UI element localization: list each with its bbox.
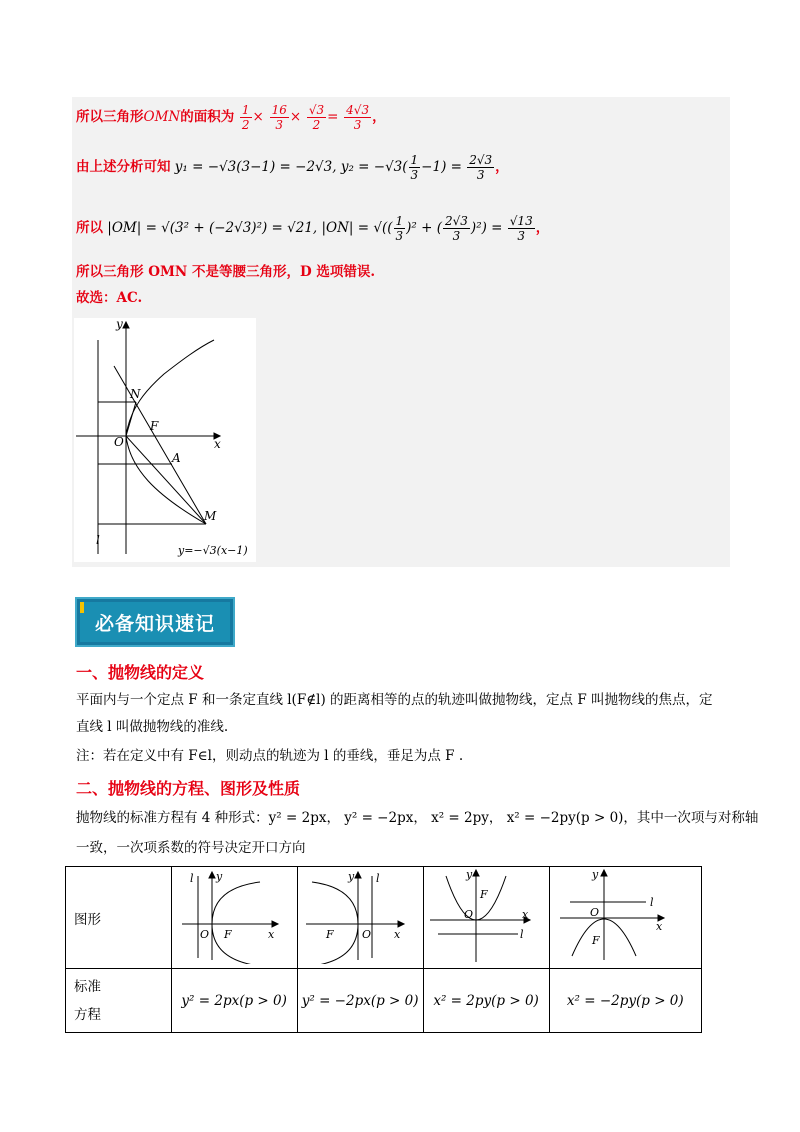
- den: 3: [452, 229, 461, 243]
- math: −1) =: [421, 159, 462, 175]
- row-label-figure: 图形: [66, 867, 172, 969]
- solution-line-2: [76, 153, 509, 182]
- den: 3: [395, 229, 404, 243]
- fig-y2-neg2px: [298, 868, 420, 964]
- text: 所以三角形: [76, 109, 144, 125]
- fraction: [443, 214, 470, 243]
- fig-label: F: [325, 927, 334, 941]
- label-A: A: [172, 451, 181, 465]
- solution-graph: [74, 318, 256, 562]
- section1-heading: 一、抛物线的定义: [76, 663, 205, 682]
- section2-heading: 二、抛物线的方程、图形及性质: [76, 779, 301, 798]
- num: 2√3: [469, 153, 493, 167]
- num: √3: [308, 103, 325, 117]
- fig-label: l: [375, 871, 380, 885]
- math: y₁ = −√3(3−1) = −2√3, y₂ = −√3(: [174, 159, 408, 175]
- solution-line-1: 所以三角形OMN的面积为 $\frac{1}{2}$ × $\frac{16}{3}$ × $\frac{√3}{2}$ = $\frac{4√3}{3}$ ，: [76, 103, 386, 132]
- label-l: l: [96, 533, 100, 547]
- fraction: [344, 103, 371, 132]
- solution-line-5: 故选：AC.: [76, 290, 143, 306]
- num: 16: [271, 103, 287, 117]
- section-badge: [75, 597, 235, 647]
- parabola-table: [65, 866, 702, 1033]
- text: 所以: [76, 220, 103, 236]
- section2-paragraph-1: 抛物线的标准方程有 4 种形式：y² = 2px， y² = −2px， x² = 2py， x² = −2py(p > 0)，其中一次项与对称轴: [76, 810, 759, 826]
- figure-down-open: [549, 867, 701, 969]
- num: 1: [410, 153, 419, 167]
- graph-svg: [74, 318, 256, 562]
- fraction: [508, 214, 535, 243]
- den: 3: [275, 118, 284, 132]
- figure-up-open: [423, 867, 549, 969]
- label-line-eq: y=−√3(x−1): [178, 544, 248, 557]
- fraction: [467, 153, 494, 182]
- fig-x2-neg2py: [550, 868, 698, 964]
- text: ，: [372, 109, 386, 125]
- den: 3: [517, 229, 526, 243]
- text: ，: [535, 220, 550, 236]
- equation-cell: x² = 2py(p > 0): [423, 969, 549, 1033]
- fraction: [409, 153, 421, 182]
- label-y: y: [116, 318, 123, 331]
- fig-label: F: [591, 933, 600, 947]
- den: 3: [410, 168, 419, 182]
- fig-label: l: [649, 895, 654, 909]
- label-O: O: [114, 435, 124, 449]
- label-line: 标准: [74, 978, 101, 995]
- label-N: N: [130, 387, 141, 401]
- fig-label: F: [479, 887, 488, 901]
- figure-left-open: [297, 867, 423, 969]
- den: 2: [312, 118, 321, 132]
- fig-label: x: [393, 927, 400, 941]
- section1-paragraph-1: 平面内与一个定点 F 和一条定直线 l(F∉l) 的距离相等的点的轨迹叫做抛物线，定点 F 叫抛物线的焦点，定: [76, 692, 713, 708]
- figure-right-open: [171, 867, 297, 969]
- section1-paragraph-2: 直线 l 叫做抛物线的准线.: [76, 719, 229, 735]
- fraction: [307, 103, 326, 132]
- solution-line-4: 所以三角形 OMN 不是等腰三角形，D 选项错误.: [76, 264, 376, 280]
- table-row-figures: [66, 867, 702, 969]
- equation-cell: y² = 2px(p > 0): [171, 969, 297, 1033]
- fig-label: x: [521, 907, 528, 921]
- fig-label: y: [215, 869, 222, 883]
- math: )² + (: [406, 220, 442, 236]
- math: |OM| = √(3² + (−2√3)²) = √21, |ON| = √((: [107, 220, 393, 236]
- row-label-equation: [66, 969, 172, 1033]
- den: 3: [476, 168, 485, 182]
- label-M: M: [204, 509, 217, 523]
- fig-x2-2py: [424, 868, 546, 964]
- section1-note: 注：若在定义中有 F∈l，则动点的轨迹为 l 的垂线，垂足为点 F .: [76, 748, 464, 764]
- num: √13: [509, 214, 533, 228]
- text: 的面积为: [180, 109, 235, 125]
- num: 4√3: [346, 103, 370, 117]
- fig-label: l: [519, 927, 524, 941]
- fig-label: O: [463, 907, 473, 921]
- fig-label: y: [465, 867, 472, 881]
- table-row-equations: [66, 969, 702, 1033]
- fig-y2-2px: [172, 868, 294, 964]
- math: OMN: [143, 109, 181, 125]
- den: 3: [353, 118, 362, 132]
- den: 2: [241, 118, 250, 132]
- fig-label: y: [591, 867, 598, 881]
- solution-line-3: [76, 214, 549, 243]
- fraction: [240, 103, 252, 132]
- text: 由上述分析可知: [76, 159, 171, 175]
- fig-label: O: [589, 905, 599, 919]
- fig-label: l: [189, 871, 194, 885]
- fig-label: F: [223, 927, 232, 941]
- label-F: F: [150, 419, 159, 433]
- fig-label: O: [199, 927, 209, 941]
- text: ，: [495, 159, 509, 175]
- math: )²) =: [470, 220, 503, 236]
- equation-cell: x² = −2py(p > 0): [549, 969, 701, 1033]
- y-arrow: [123, 322, 129, 328]
- label-x: x: [214, 437, 221, 451]
- fraction: [270, 103, 289, 132]
- fraction: [394, 214, 406, 243]
- num: 1: [395, 214, 404, 228]
- num: 1: [241, 103, 250, 117]
- fig-label: x: [267, 927, 274, 941]
- fig-label: y: [347, 869, 354, 883]
- equation-cell: y² = −2px(p > 0): [297, 969, 423, 1033]
- segment-ON: [126, 402, 136, 436]
- num: 2√3: [445, 214, 468, 228]
- fig-label: x: [655, 919, 662, 933]
- fig-label: O: [361, 927, 371, 941]
- badge-label: 必备知识速记: [94, 612, 215, 635]
- section2-paragraph-2: 一致，一次项系数的符号决定开口方向: [76, 840, 306, 856]
- segment-OM: [126, 436, 206, 524]
- label-line: 方程: [74, 1006, 101, 1023]
